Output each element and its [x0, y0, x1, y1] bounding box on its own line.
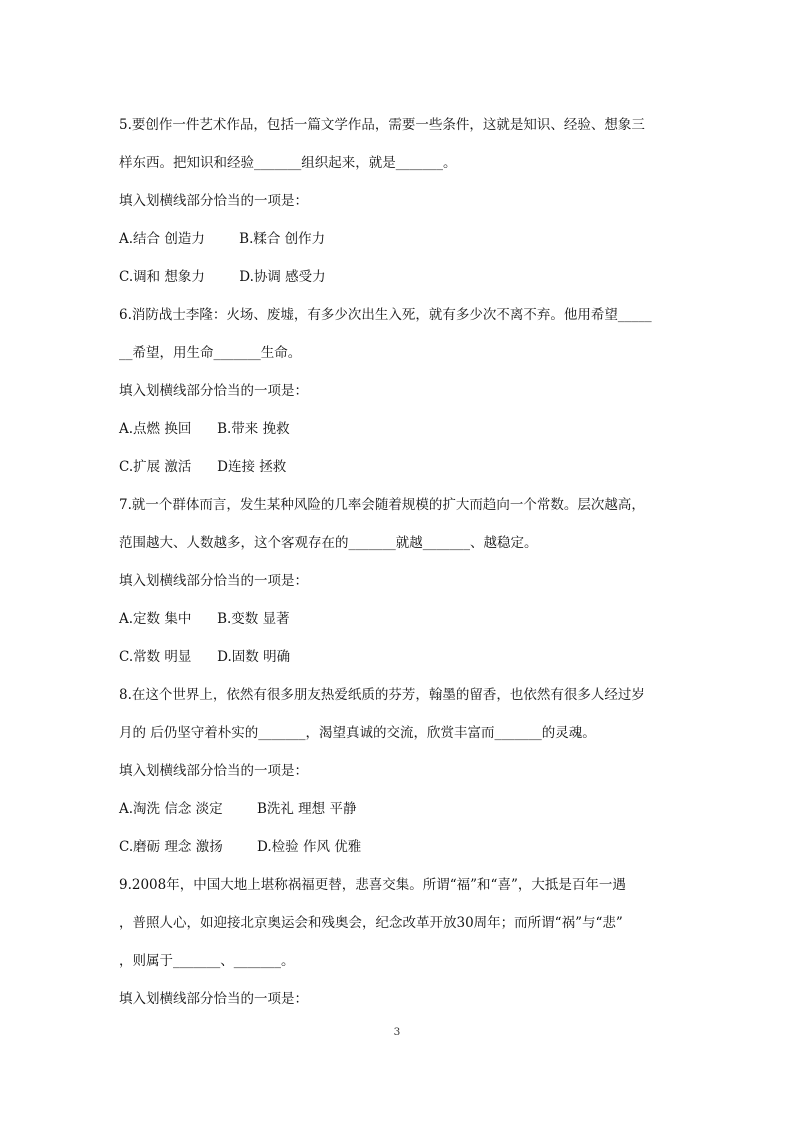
q7-stem-line-2: 范围越大、人数越多，这个客观存在的_______就越_______、越稳定。: [119, 535, 538, 551]
q9-stem-line-2: ，普照人心，如迎接北京奥运会和残奥会，纪念改革开放30周年；而所谓“祸”与“悲”: [119, 915, 623, 931]
q9-stem-line-3: ，则属于_______、_______。: [119, 953, 295, 969]
q5-stem-line-2: 样东西。把知识和经验_______组织起来，就是_______。: [119, 155, 457, 171]
q7-instruction: 填入划横线部分恰当的一项是：: [119, 573, 308, 589]
q6-options-ab: A.点燃 换回 B.带来 挽救: [119, 421, 290, 437]
q8-instruction: 填入划横线部分恰当的一项是：: [119, 763, 308, 779]
q9-instruction: 填入划横线部分恰当的一项是：: [119, 991, 308, 1007]
q7-stem-line-1: 7.就一个群体而言，发生某种风险的几率会随着规模的扩大而趋向一个常数。层次越高，: [119, 497, 645, 513]
q5-stem-line-1: 5.要创作一件艺术作品，包括一篇文学作品，需要一些条件，这就是知识、经验、想象三: [119, 117, 645, 133]
q5-instruction: 填入划横线部分恰当的一项是：: [119, 193, 308, 209]
q6-options-cd: C.扩展 激活 D连接 拯救: [119, 459, 287, 475]
q8-options-ab: A.淘洗 信念 淡定 B洗礼 理想 平静: [119, 801, 357, 817]
q9-stem-line-1: 9.2008年，中国大地上堪称祸福更替，悲喜交集。所谓“福”和“喜”，大抵是百年一遇: [119, 877, 626, 893]
q8-stem-line-2: 月的 后仍坚守着朴实的_______，渴望真诚的交流，欣赏丰富而_______的灵魂。: [119, 725, 596, 741]
q6-instruction: 填入划横线部分恰当的一项是：: [119, 383, 308, 399]
q8-stem-line-1: 8.在这个世界上，依然有很多朋友热爱纸质的芬芳，翰墨的留香，也依然有很多人经过岁: [119, 687, 645, 703]
q8-options-cd: C.磨砺 理念 激扬 D.检验 作风 优雅: [119, 839, 362, 855]
q6-stem-line-2: __希望，用生命_______生命。: [119, 345, 302, 361]
q7-options-cd: C.常数 明显 D.固数 明确: [119, 649, 291, 665]
q6-stem-line-1: 6.消防战士李隆：火场、废墟，有多少次出生入死，就有多少次不离不弃。他用希望_____: [119, 307, 652, 323]
q5-options-cd: C.调和 想象力 D.协调 感受力: [119, 269, 326, 285]
q5-options-ab: A.结合 创造力 B.糅合 创作力: [119, 231, 326, 247]
q7-options-ab: A.定数 集中 B.变数 显著: [119, 611, 290, 627]
page-number: 3: [393, 1026, 401, 1038]
